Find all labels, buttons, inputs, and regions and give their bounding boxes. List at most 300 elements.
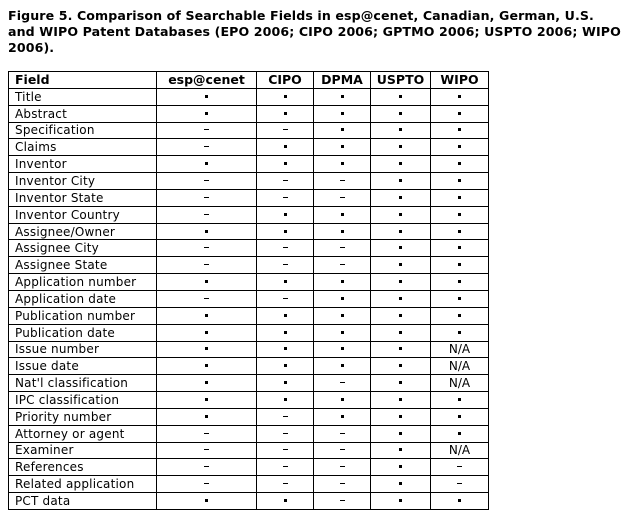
not-available-dash-icon [204, 180, 209, 181]
availability-cell-cipo [257, 122, 314, 139]
availability-cell-cipo [257, 240, 314, 257]
availability-cell-cipo [257, 307, 314, 324]
not-available-dash-icon [340, 449, 345, 450]
availability-cell-cipo [257, 274, 314, 291]
not-available-dash-icon [204, 298, 209, 299]
availability-cell-wipo [431, 324, 489, 341]
available-square-icon [399, 213, 402, 216]
table-row [9, 493, 489, 510]
availability-cell-espacenet [157, 341, 257, 358]
availability-cell-espacenet [157, 459, 257, 476]
table-row [9, 257, 489, 274]
availability-cell-espacenet [157, 375, 257, 392]
availability-cell-espacenet [157, 392, 257, 409]
available-square-icon [205, 499, 208, 502]
field-name-cell: Inventor Country [9, 206, 157, 223]
availability-cell-uspto [371, 290, 431, 307]
available-square-icon [205, 331, 208, 334]
field-name-cell: Related application [9, 476, 157, 493]
available-square-icon [341, 415, 344, 418]
available-square-icon [284, 331, 287, 334]
availability-cell-uspto [371, 459, 431, 476]
available-square-icon [399, 230, 402, 233]
availability-cell-espacenet [157, 425, 257, 442]
availability-cell-uspto [371, 307, 431, 324]
available-square-icon [399, 263, 402, 266]
availability-cell-uspto [371, 358, 431, 375]
not-available-dash-icon [457, 466, 462, 467]
available-square-icon [205, 95, 208, 98]
available-square-icon [284, 499, 287, 502]
table-header-row [9, 72, 489, 89]
available-square-icon [399, 297, 402, 300]
availability-cell-espacenet [157, 88, 257, 105]
not-available-dash-icon [283, 264, 288, 265]
available-square-icon [205, 280, 208, 283]
column-header-cipo: CIPO [257, 72, 314, 89]
available-square-icon [458, 398, 461, 401]
availability-cell-wipo [431, 223, 489, 240]
available-square-icon [458, 499, 461, 502]
field-name-cell: Abstract [9, 105, 157, 122]
availability-cell-cipo [257, 139, 314, 156]
availability-cell-wipo [431, 375, 489, 392]
available-square-icon [458, 112, 461, 115]
available-square-icon [284, 398, 287, 401]
available-square-icon [399, 331, 402, 334]
availability-cell-wipo [431, 290, 489, 307]
field-name-cell: Claims [9, 139, 157, 156]
availability-cell-uspto [371, 189, 431, 206]
availability-cell-wipo [431, 139, 489, 156]
availability-cell-wipo [431, 274, 489, 291]
availability-cell-dpma [314, 290, 371, 307]
available-square-icon [399, 448, 402, 451]
not-available-dash-icon [283, 466, 288, 467]
available-square-icon [458, 230, 461, 233]
availability-cell-espacenet [157, 324, 257, 341]
availability-cell-uspto [371, 341, 431, 358]
available-square-icon [284, 280, 287, 283]
available-square-icon [205, 398, 208, 401]
availability-cell-cipo [257, 392, 314, 409]
not-available-dash-icon [340, 500, 345, 501]
table-row [9, 105, 489, 122]
available-square-icon [458, 263, 461, 266]
availability-cell-dpma [314, 459, 371, 476]
not-available-dash-icon [340, 433, 345, 434]
availability-cell-wipo [431, 392, 489, 409]
field-name-cell: Issue date [9, 358, 157, 375]
availability-cell-uspto [371, 274, 431, 291]
available-square-icon [284, 95, 287, 98]
table-row [9, 442, 489, 459]
not-available-dash-icon [340, 483, 345, 484]
available-square-icon [341, 314, 344, 317]
availability-cell-cipo [257, 375, 314, 392]
available-square-icon [458, 128, 461, 131]
available-square-icon [399, 179, 402, 182]
not-applicable-text: N/A [448, 359, 471, 374]
not-available-dash-icon [204, 466, 209, 467]
not-available-dash-icon [204, 247, 209, 248]
available-square-icon [399, 364, 402, 367]
not-available-dash-icon [340, 382, 345, 383]
availability-cell-espacenet [157, 240, 257, 257]
availability-cell-uspto [371, 493, 431, 510]
not-available-dash-icon [204, 129, 209, 130]
availability-cell-wipo [431, 459, 489, 476]
available-square-icon [284, 381, 287, 384]
available-square-icon [458, 162, 461, 165]
available-square-icon [458, 297, 461, 300]
availability-cell-dpma [314, 223, 371, 240]
available-square-icon [341, 297, 344, 300]
availability-cell-wipo [431, 442, 489, 459]
availability-cell-cipo [257, 476, 314, 493]
availability-cell-espacenet [157, 358, 257, 375]
available-square-icon [284, 364, 287, 367]
availability-cell-dpma [314, 173, 371, 190]
not-applicable-text: N/A [448, 376, 471, 391]
field-name-cell: Publication date [9, 324, 157, 341]
table-row [9, 122, 489, 139]
not-available-dash-icon [283, 247, 288, 248]
availability-cell-cipo [257, 88, 314, 105]
table-row [9, 476, 489, 493]
table-row [9, 223, 489, 240]
column-header-dpma: DPMA [314, 72, 371, 89]
table-row [9, 341, 489, 358]
availability-cell-espacenet [157, 257, 257, 274]
availability-cell-wipo [431, 408, 489, 425]
available-square-icon [458, 145, 461, 148]
availability-cell-espacenet [157, 408, 257, 425]
table-row [9, 459, 489, 476]
availability-cell-wipo [431, 341, 489, 358]
available-square-icon [341, 280, 344, 283]
field-name-cell: Application date [9, 290, 157, 307]
field-name-cell: Attorney or agent [9, 425, 157, 442]
availability-cell-dpma [314, 341, 371, 358]
available-square-icon [399, 95, 402, 98]
available-square-icon [205, 314, 208, 317]
field-name-cell: Nat'l classification [9, 375, 157, 392]
not-available-dash-icon [340, 264, 345, 265]
table-row [9, 156, 489, 173]
not-available-dash-icon [340, 466, 345, 467]
available-square-icon [284, 230, 287, 233]
availability-cell-wipo [431, 425, 489, 442]
availability-cell-cipo [257, 459, 314, 476]
availability-cell-uspto [371, 139, 431, 156]
not-available-dash-icon [204, 197, 209, 198]
availability-cell-wipo [431, 257, 489, 274]
field-name-cell: Application number [9, 274, 157, 291]
availability-cell-cipo [257, 257, 314, 274]
available-square-icon [341, 112, 344, 115]
available-square-icon [341, 364, 344, 367]
field-name-cell: Specification [9, 122, 157, 139]
availability-cell-cipo [257, 358, 314, 375]
availability-cell-uspto [371, 173, 431, 190]
availability-cell-uspto [371, 324, 431, 341]
availability-cell-espacenet [157, 173, 257, 190]
available-square-icon [399, 280, 402, 283]
available-square-icon [341, 95, 344, 98]
availability-cell-espacenet [157, 139, 257, 156]
field-name-cell: Title [9, 88, 157, 105]
availability-cell-cipo [257, 173, 314, 190]
availability-cell-espacenet [157, 476, 257, 493]
available-square-icon [399, 381, 402, 384]
available-square-icon [284, 162, 287, 165]
available-square-icon [399, 415, 402, 418]
not-applicable-text: N/A [448, 443, 471, 458]
field-name-cell: PCT data [9, 493, 157, 510]
availability-cell-espacenet [157, 442, 257, 459]
available-square-icon [399, 128, 402, 131]
field-name-cell: Issue number [9, 341, 157, 358]
availability-cell-espacenet [157, 189, 257, 206]
available-square-icon [458, 314, 461, 317]
availability-cell-dpma [314, 476, 371, 493]
availability-cell-dpma [314, 358, 371, 375]
figure-caption: Figure 5. Comparison of Searchable Fields in esp@cenet, Canadian, German, U.S. and WIPO Patent Databases (EPO 2006; CIPO 2006; GPTMO 2006; USPTO 2006; WIPO 2006). [8, 8, 621, 55]
table-row [9, 240, 489, 257]
availability-cell-wipo [431, 122, 489, 139]
available-square-icon [284, 213, 287, 216]
available-square-icon [205, 381, 208, 384]
availability-cell-cipo [257, 341, 314, 358]
not-available-dash-icon [340, 197, 345, 198]
available-square-icon [284, 347, 287, 350]
availability-cell-cipo [257, 105, 314, 122]
available-square-icon [399, 347, 402, 350]
table-row [9, 290, 489, 307]
availability-cell-uspto [371, 257, 431, 274]
not-available-dash-icon [204, 433, 209, 434]
availability-cell-cipo [257, 290, 314, 307]
availability-cell-cipo [257, 408, 314, 425]
availability-cell-uspto [371, 442, 431, 459]
table-row [9, 358, 489, 375]
available-square-icon [205, 112, 208, 115]
available-square-icon [341, 331, 344, 334]
not-available-dash-icon [204, 449, 209, 450]
available-square-icon [458, 280, 461, 283]
column-header-espacenet: esp@cenet [157, 72, 257, 89]
table-row [9, 274, 489, 291]
availability-cell-dpma [314, 139, 371, 156]
availability-cell-dpma [314, 493, 371, 510]
field-name-cell: Publication number [9, 307, 157, 324]
available-square-icon [399, 112, 402, 115]
available-square-icon [284, 112, 287, 115]
available-square-icon [341, 128, 344, 131]
available-square-icon [458, 415, 461, 418]
available-square-icon [458, 95, 461, 98]
not-available-dash-icon [204, 483, 209, 484]
availability-cell-uspto [371, 375, 431, 392]
available-square-icon [341, 347, 344, 350]
table-row [9, 88, 489, 105]
table-row [9, 408, 489, 425]
column-header-wipo: WIPO [431, 72, 489, 89]
available-square-icon [399, 246, 402, 249]
table-row [9, 139, 489, 156]
available-square-icon [399, 162, 402, 165]
table-row [9, 307, 489, 324]
not-available-dash-icon [457, 483, 462, 484]
available-square-icon [399, 196, 402, 199]
available-square-icon [341, 145, 344, 148]
not-available-dash-icon [283, 483, 288, 484]
availability-cell-espacenet [157, 223, 257, 240]
column-header-field: Field [9, 72, 157, 89]
available-square-icon [341, 230, 344, 233]
availability-cell-uspto [371, 122, 431, 139]
availability-cell-espacenet [157, 105, 257, 122]
availability-cell-espacenet [157, 122, 257, 139]
availability-cell-dpma [314, 375, 371, 392]
available-square-icon [399, 482, 402, 485]
available-square-icon [458, 196, 461, 199]
field-name-cell: Priority number [9, 408, 157, 425]
available-square-icon [399, 145, 402, 148]
available-square-icon [399, 398, 402, 401]
availability-cell-wipo [431, 189, 489, 206]
availability-cell-wipo [431, 476, 489, 493]
field-name-cell: Inventor [9, 156, 157, 173]
availability-cell-wipo [431, 206, 489, 223]
table-body [9, 88, 489, 509]
table-row [9, 189, 489, 206]
availability-cell-dpma [314, 122, 371, 139]
availability-cell-dpma [314, 105, 371, 122]
availability-cell-espacenet [157, 206, 257, 223]
availability-cell-wipo [431, 173, 489, 190]
availability-cell-dpma [314, 425, 371, 442]
field-name-cell: Assignee State [9, 257, 157, 274]
available-square-icon [458, 213, 461, 216]
field-name-cell: Assignee/Owner [9, 223, 157, 240]
field-name-cell: Inventor State [9, 189, 157, 206]
table-row [9, 324, 489, 341]
availability-cell-wipo [431, 493, 489, 510]
availability-cell-espacenet [157, 493, 257, 510]
not-available-dash-icon [283, 449, 288, 450]
availability-cell-cipo [257, 223, 314, 240]
field-name-cell: References [9, 459, 157, 476]
availability-cell-espacenet [157, 307, 257, 324]
field-name-cell: IPC classification [9, 392, 157, 409]
availability-cell-espacenet [157, 274, 257, 291]
availability-cell-dpma [314, 324, 371, 341]
not-available-dash-icon [340, 247, 345, 248]
table-row [9, 206, 489, 223]
not-available-dash-icon [283, 433, 288, 434]
field-name-cell: Examiner [9, 442, 157, 459]
availability-cell-uspto [371, 240, 431, 257]
availability-cell-uspto [371, 105, 431, 122]
not-available-dash-icon [283, 129, 288, 130]
not-available-dash-icon [340, 180, 345, 181]
table-row [9, 392, 489, 409]
field-name-cell: Inventor City [9, 173, 157, 190]
available-square-icon [284, 314, 287, 317]
available-square-icon [205, 162, 208, 165]
availability-cell-wipo [431, 88, 489, 105]
availability-cell-uspto [371, 206, 431, 223]
available-square-icon [205, 347, 208, 350]
available-square-icon [458, 179, 461, 182]
not-available-dash-icon [204, 146, 209, 147]
not-available-dash-icon [283, 180, 288, 181]
availability-cell-dpma [314, 240, 371, 257]
availability-cell-uspto [371, 392, 431, 409]
field-name-cell: Assignee City [9, 240, 157, 257]
availability-cell-wipo [431, 156, 489, 173]
available-square-icon [458, 246, 461, 249]
available-square-icon [458, 432, 461, 435]
available-square-icon [205, 230, 208, 233]
available-square-icon [284, 145, 287, 148]
not-available-dash-icon [204, 264, 209, 265]
not-available-dash-icon [283, 197, 288, 198]
availability-cell-dpma [314, 206, 371, 223]
availability-cell-uspto [371, 425, 431, 442]
available-square-icon [341, 398, 344, 401]
not-applicable-text: N/A [448, 342, 471, 357]
availability-cell-cipo [257, 206, 314, 223]
availability-cell-cipo [257, 493, 314, 510]
availability-cell-cipo [257, 189, 314, 206]
availability-cell-uspto [371, 223, 431, 240]
column-header-uspto: USPTO [371, 72, 431, 89]
available-square-icon [341, 162, 344, 165]
available-square-icon [458, 331, 461, 334]
not-available-dash-icon [283, 298, 288, 299]
availability-cell-cipo [257, 324, 314, 341]
table-row [9, 425, 489, 442]
availability-cell-uspto [371, 408, 431, 425]
availability-cell-dpma [314, 257, 371, 274]
availability-cell-dpma [314, 88, 371, 105]
availability-cell-wipo [431, 240, 489, 257]
availability-cell-dpma [314, 189, 371, 206]
available-square-icon [399, 499, 402, 502]
available-square-icon [399, 432, 402, 435]
not-available-dash-icon [283, 416, 288, 417]
availability-cell-wipo [431, 105, 489, 122]
availability-cell-uspto [371, 156, 431, 173]
availability-cell-dpma [314, 156, 371, 173]
available-square-icon [205, 415, 208, 418]
not-available-dash-icon [204, 214, 209, 215]
availability-cell-dpma [314, 274, 371, 291]
available-square-icon [399, 314, 402, 317]
availability-cell-espacenet [157, 156, 257, 173]
availability-cell-wipo [431, 307, 489, 324]
available-square-icon [205, 364, 208, 367]
table-row [9, 375, 489, 392]
availability-cell-espacenet [157, 290, 257, 307]
availability-cell-wipo [431, 358, 489, 375]
availability-cell-dpma [314, 392, 371, 409]
table-row [9, 173, 489, 190]
availability-cell-dpma [314, 442, 371, 459]
